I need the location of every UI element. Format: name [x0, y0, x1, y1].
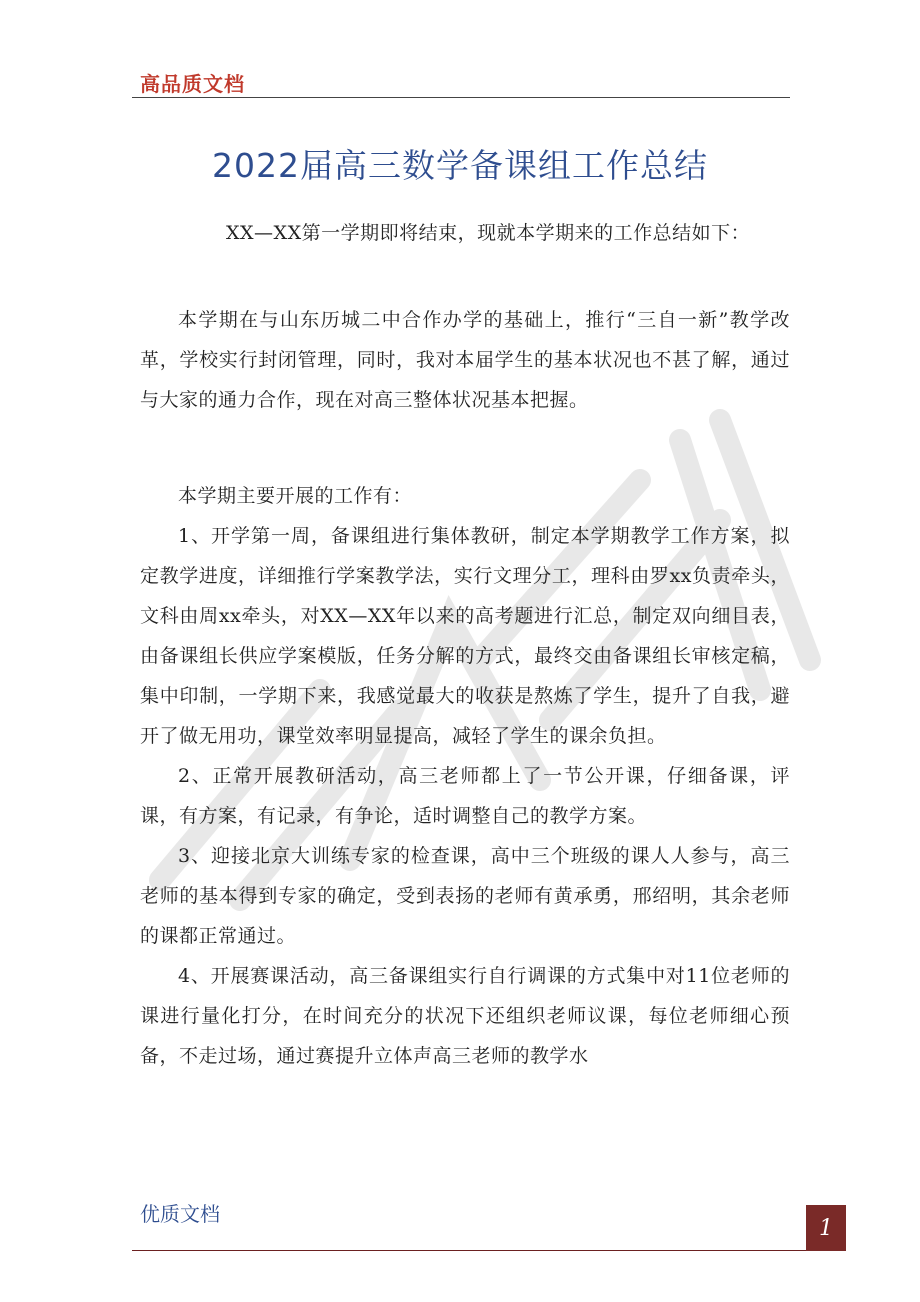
paragraph-text: 1、开学第一周，备课组进行集体教研，制定本学期教学工作方案，拟定教学进度，详细推行学案教学法，实行文理分工，理科由罗xx负责牵头，文科由周xx牵头，对XX—XX年以来的高考题进行汇总，制定双向细目表，由备课组长供应学案模版，任务分解的方式，最终交由备课组长审核定稿，集中印制，一学期下来，我感觉最大的收获是熬炼了学生，提升了自我，避开了做无用功，课堂效率明显提高，减轻了学生的课余负担。	[140, 525, 790, 747]
paragraph-text: 4、开展赛课活动，高三备课组实行自行调课的方式集中对11位老师的课进行量化打分，在时间充分的状况下还组织老师议课，每位老师细心预备，不走过场，通过赛提升立体声高三老师的教学水	[140, 965, 790, 1067]
paragraph-group	[140, 476, 790, 1076]
paragraph-text: 本学期主要开展的工作有：	[178, 485, 413, 507]
footer-label: 优质文档	[140, 1202, 220, 1226]
footer-divider	[132, 1250, 806, 1251]
document-title: 2022届高三数学备课组工作总结	[212, 146, 708, 185]
paragraph-1	[140, 300, 790, 420]
header-divider	[132, 97, 790, 98]
header-label: 高品质文档	[140, 72, 245, 96]
paragraph-text: 2、正常开展教研活动，高三老师都上了一节公开课，仔细备课，评课，有方案，有记录，有争论，适时调整自己的教学方案。	[140, 765, 790, 827]
page-number: 1	[819, 1216, 833, 1241]
paragraph-text: 3、迎接北京大训练专家的检查课，高中三个班级的课人人参与，高三老师的基本得到专家的确定，受到表扬的老师有黄承勇，邢绍明，其余老师的课都正常通过。	[140, 845, 790, 947]
intro-line: XX—XX第一学期即将结束，现就本学期来的工作总结如下：	[226, 222, 751, 244]
paragraph-text: 本学期在与山东历城二中合作办学的基础上，推行“三自一新”教学改革，学校实行封闭管理，同时，我对本届学生的基本状况也不甚了解，通过与大家的通力合作，现在对高三整体状况基本把握。	[140, 309, 790, 411]
